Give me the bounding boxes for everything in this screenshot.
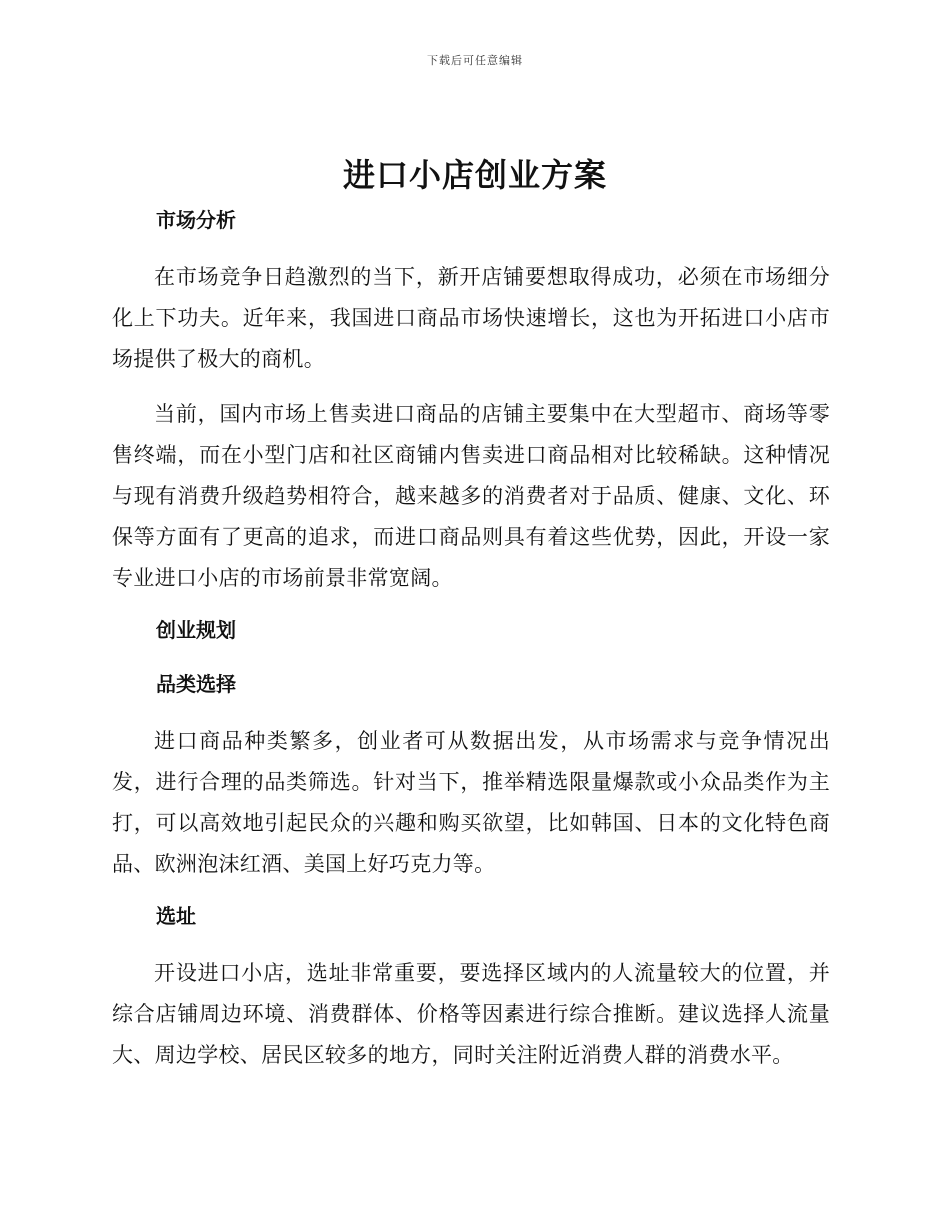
paragraph: 在市场竞争日趋激烈的当下，新开店铺要想取得成功，必须在市场细分化上下功夫。近年来，我国进口商品市场快速增长，这也为开拓进口小店市场提供了极大的商机。 xyxy=(112,265,830,371)
paragraph: 开设进口小店，选址非常重要，要选择区域内的人流量较大的位置，并综合店铺周边环境、消费群体、价格等因素进行综合推断。建议选择人流量大、周边学校、居民区较多的地方，同时关注附近消费人群的消费水平。 xyxy=(112,961,830,1067)
paragraph: 当前，国内市场上售卖进口商品的店铺主要集中在大型超市、商场等零售终端，而在小型门店和社区商铺内售卖进口商品相对比较稀缺。这种情况与现有消费升级趋势相符合，越来越多的消费者对于品质、健康、文化、环保等方面有了更高的追求，而进口商品则具有着这些优势，因此，开设一家专业进口小店的市场前景非常宽阔。 xyxy=(112,402,830,590)
paragraph: 进口商品种类繁多，创业者可从数据出发，从市场需求与竞争情况出发，进行合理的品类筛选。针对当下，推举精选限量爆款或小众品类作为主打，可以高效地引起民众的兴趣和购买欲望，比如韩国、日本的文化特色商品、欧洲泡沫红酒、美国上好巧克力等。 xyxy=(112,729,830,876)
section-heading-site-selection: 选址 xyxy=(156,904,196,928)
page-header: 下载后可任意编辑 xyxy=(427,54,523,67)
document-body xyxy=(112,203,830,1090)
document-title: 进口小店创业方案 xyxy=(342,156,607,194)
section-heading-category-selection: 品类选择 xyxy=(156,672,236,696)
section-heading-market-analysis: 市场分析 xyxy=(156,208,236,232)
section-heading-business-plan: 创业规划 xyxy=(156,618,236,642)
